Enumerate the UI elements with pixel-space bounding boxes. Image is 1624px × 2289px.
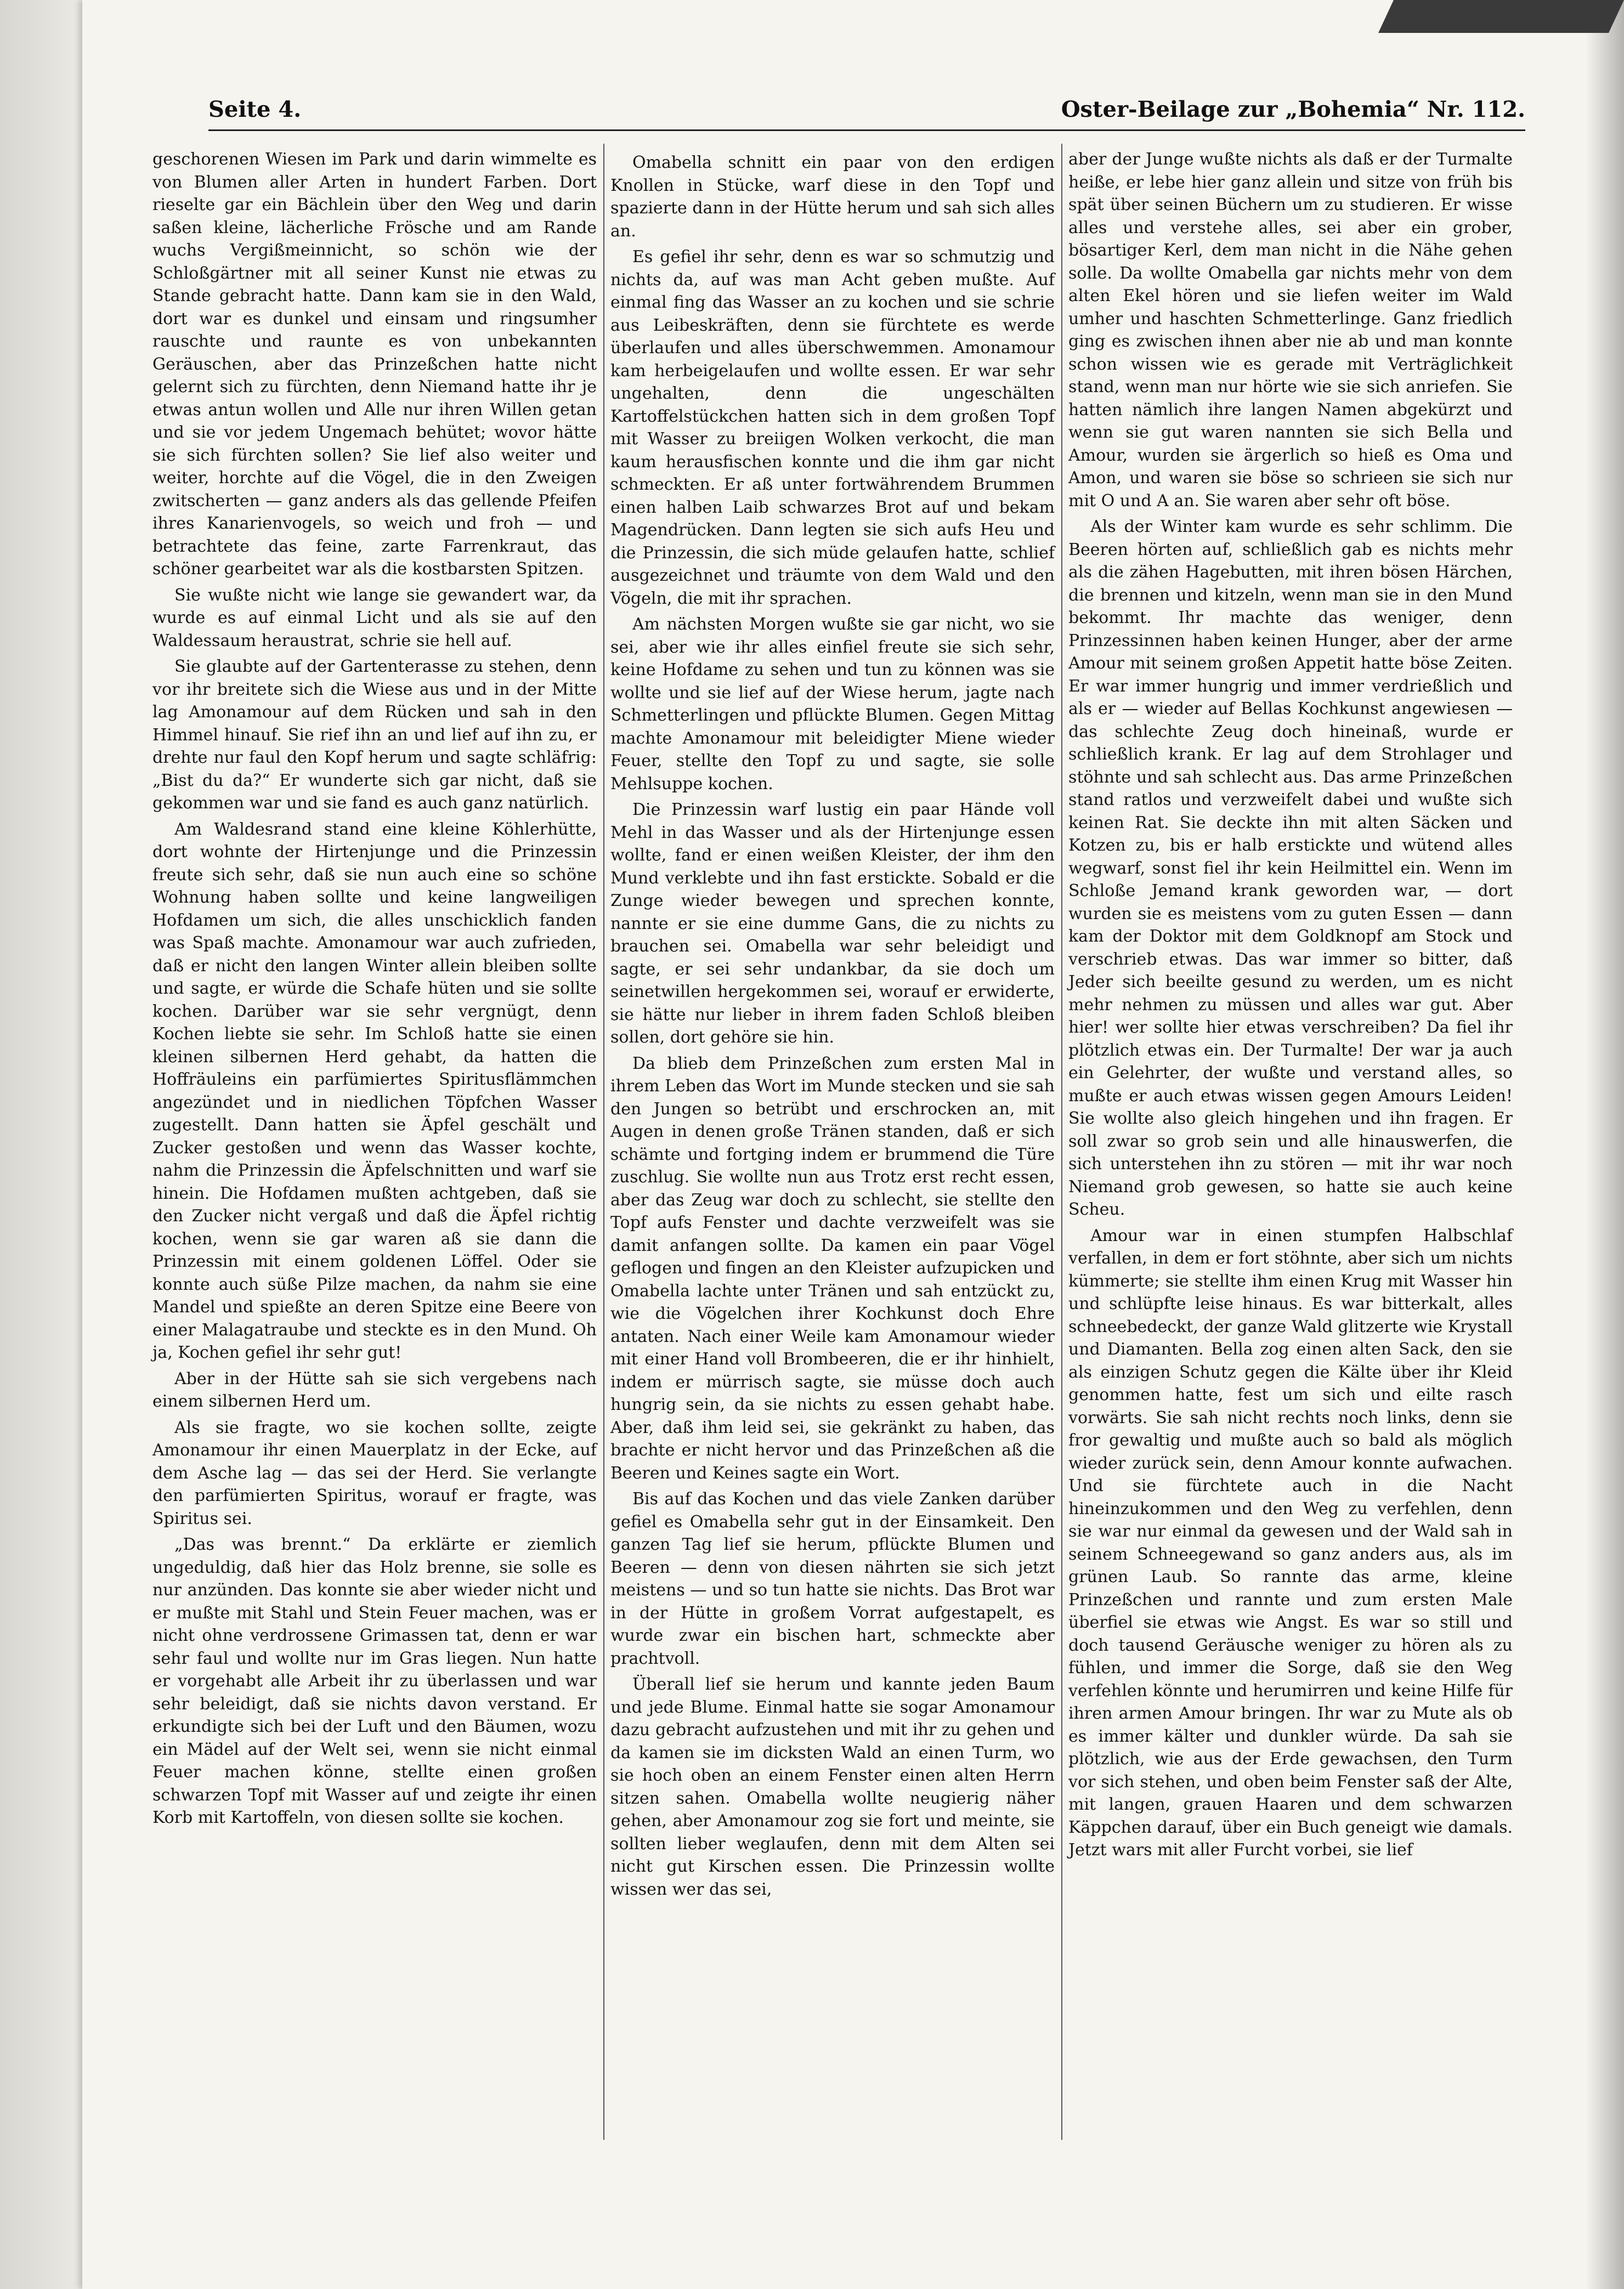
paragraph: Als der Winter kam wurde es sehr schlimm. Die Beeren hörten auf, schließlich gab es nichts mehr als die zähen Hagebutten, mit ihren bösen Härchen, die brennen und kitzeln, wenn man sie in den Mund bekommt. Ihr machte das weniger, denn Prinzessinnen haben keinen Hunger, aber der arme Amour mit seinem großen Appetit hatte böse Zeiten. Er war immer hungrig und immer verdrießlich und als er — wieder auf Bellas Kochkunst angewiesen — das schlechte Zeug doch hineinaß, wurde er schließlich krank. Er lag auf dem Strohlager und stöhnte und sah schlecht aus. Das arme Prinzeßchen stand ratlos und verzweifelt dabei und wußte sich keinen Rat. Sie deckte ihn mit alten Säcken und Kotzen zu, bis er halb erstickte und wütend alles wegwarf, sonst fiel ihr kein Heilmittel ein. Wenn im Schloße Jemand krank geworden war, — dort wurden sie es meistens vom zu guten Essen — dann kam der Doktor mit dem Goldknopf am Stock und verschrieb etwas. Das war immer so bitter, daß Jeder sich beeilte gesund zu werden, um es nicht mehr nehmen zu müssen und alles war gut. Aber hier! wer sollte hier etwas verschreiben? Da fiel ihr plötzlich etwas ein. Der Turmalte! Der war ja auch ein Gelehrter, der wußte und verstand alles, so mußte er auch etwas wissen gegen Amours Leiden! Sie wollte also gleich hingehen und ihn fragen. Er soll zwar so grob sein und alle hinauswerfen, die sich unterstehen ihn zu stören — mit ihr war noch Niemand grob gewesen, so hatte sie auch keine Scheu. xyxy=(1068,517,1513,1219)
scan-margin xyxy=(0,0,82,2289)
text-column-1 xyxy=(152,148,597,1829)
paragraph: Am nächsten Morgen wußte sie gar nicht, wo sie sei, aber wie ihr alles einfiel freute sie sich sehr, keine Hofdame zu sehen und tun zu können was sie wollte und sie lief auf der Wiese herum, jagte nach Schmetterlingen und pflückte Blumen. Gegen Mittag machte Amonamour mit beleidigter Miene wieder Feuer, stellte den Topf zu und sagte, sie solle Mehlsuppe kochen. xyxy=(610,615,1055,794)
scan-corner xyxy=(1378,0,1624,33)
paragraph: geschorenen Wiesen im Park und darin wimmelte es von Blumen aller Arten in hundert Farben. Dort rieselte gar ein Bächlein über den Weg und darin saßen kleine, lächerliche Frösche und am Rande wuchs Vergißmeinnicht, so schön wie der Schloßgärtner mit all seiner Kunst nie etwas zu Stande gebracht hatte. Dann kam sie in den Wald, dort war es dunkel und einsam und ringsumher rauschte und raunte es von unbekannten Geräuschen, aber das Prinzeßchen hatte nicht gelernt sich zu fürchten, denn Niemand hatte ihr je etwas antun wollen und Alle nur ihren Willen getan und sie vor jedem Ungemach behütet; wovor hätte sie sich fürchten sollen? Sie lief also weiter und weiter, horchte auf die Vögel, die in den Zweigen zwitscherten — ganz anders als das gellende Pfeifen ihres Kanarienvogels, so weich und froh — und betrachtete das feine, zarte Farrenkraut, das schöner gearbeitet war als die kostbarsten Spitzen. xyxy=(152,150,597,579)
supplement-title: Oster-Beilage zur „Bohemia“ Nr. 112. xyxy=(1061,97,1525,122)
text-column-2 xyxy=(610,148,1055,1901)
header-rule xyxy=(208,129,1525,131)
column-divider xyxy=(603,144,604,2140)
paragraph: Da blieb dem Prinzeßchen zum ersten Mal in ihrem Leben das Wort im Munde stecken und sie sah den Jungen so betrübt und erschrocken an, mit Augen in denen große Tränen standen, daß er sich schämte und fortging indem er brummend die Türe zuschlug. Sie wollte nun aus Trotz erst recht essen, aber das Zeug war doch zu schlecht, sie stellte den Topf aufs Fenster und dachte verzweifelt was sie damit anfangen sollte. Da kamen ein paar Vögel geflogen und fingen an den Kleister aufzupicken und Omabella lachte unter Tränen und sah entzückt zu, wie die Vögelchen ihrer Kochkunst doch Ehre antaten. Nach einer Weile kam Amonamour wieder mit einer Hand voll Brombeeren, die er ihr hinhielt, indem er mürrisch sagte, sie müsse doch auch hungrig sein, da sie nichts zu essen gehabt habe. Aber, daß ihm leid sei, sie gekränkt zu haben, das brachte er nicht hervor und das Prinzeßchen aß die Beeren und Keines sagte ein Wort. xyxy=(610,1053,1055,1483)
page-header xyxy=(126,97,1525,129)
page-edge-shadow xyxy=(1586,0,1624,2289)
paragraph: Die Prinzessin warf lustig ein paar Hände voll Mehl in das Wasser und als der Hirtenjunge essen wollte, fand er einen weißen Kleister, der ihm den Mund verklebte und ihn fast erstickte. Sobald er die Zunge wieder bewegen und sprechen konnte, nannte er sie eine dumme Gans, die zu nichts zu brauchen sei. Omabella war sehr beleidigt und sagte, er sei sehr undankbar, da sie doch um seinetwillen hergekommen sei, worauf er erwiderte, sie hätte nur lieber in ihrem faden Schloß bleiben sollen, dort gehöre sie hin. xyxy=(610,800,1055,1047)
paragraph: „Das was brennt.“ Da erklärte er ziemlich ungeduldig, daß hier das Holz brenne, sie solle es nur anzünden. Das konnte sie aber wieder nicht und er mußte mit Stahl und Stein Feuer machen, was er nicht ohne verdrossene Grimassen tat, denn er war sehr faul und wollte nur im Gras liegen. Nun hatte er vorgehabt alle Arbeit ihr zu überlassen und war sehr beleidigt, daß sie nichts davon verstand. Er erkundigte sich bei der Luft und den Bäumen, wozu ein Mädel auf der Welt sei, wenn sie nicht einmal Feuer machen könne, stellte einen großen schwarzen Topf mit Wasser auf und zeigte ihr einen Korb mit Kartoffeln, von diesen sollte sie kochen. xyxy=(152,1535,597,1827)
paragraph: aber der Junge wußte nichts als daß er der Turmalte heiße, er lebe hier ganz allein und sitze von früh bis spät über seinen Büchern um zu studieren. Er wisse alles und verstehe alles, sei aber ein grober, bösartiger Kerl, dem man nicht in die Nähe gehen solle. Da wollte Omabella gar nichts mehr von dem alten Ekel hören und sie liefen weiter im Wald umher und haschten Schmetterlinge. Ganz friedlich ging es zwischen ihnen aber nie ab und man konnte schon wissen wie es gerade mit Verträglichkeit stand, wenn man nur hörte wie sie sich anriefen. Sie hatten nämlich ihre langen Namen abgekürzt und wenn sie gut waren nannten sie sich Bella und Amour, wurden sie ärgerlich so hieß es Oma und Amon, und waren sie böse so schrieen sie sich nur mit O und A an. Sie waren aber sehr oft böse. xyxy=(1068,150,1513,511)
paragraph: Amour war in einen stumpfen Halbschlaf verfallen, in dem er fort stöhnte, aber sich um nichts kümmerte; sie stellte ihm einen Krug mit Wasser hin und schlüpfte leise hinaus. Es war bitterkalt, alles schneebedeckt, der ganze Wald glitzerte wie Krystall und Diamanten. Bella zog einen alten Sack, den sie als einzigen Schutz gegen die Kälte über ihr Kleid genommen hatte, fest um sich und eilte rasch vorwärts. Sie sah nicht rechts noch links, denn sie fror gewaltig und mußte auch so bald als möglich wieder zurück sein, denn Amour konnte aufwachen. Und sie fürchtete auch in die Nacht hineinzukommen und den Weg zu verfehlen, denn sie war nur einmal da gewesen und der Wald sah in seinem Schneegewand so ganz anders aus, als im grünen Laub. So rannte das arme, kleine Prinzeßchen und rannte und zum ersten Male überfiel sie etwas wie Angst. Es war so still und doch tausend Geräusche weniger zu hören als zu fühlen, und immer die Sorge, daß sie den Weg verfehlen könnte und herumirren und keine Hilfe für ihren armen Amour bringen. Ihr war zu Mute als ob es immer kälter und dunkler würde. Da sah sie plötzlich, wie aus der Erde gewachsen, den Turm vor sich stehen, und oben beim Fenster saß der Alte, mit langen, grauen Haaren und dem schwarzen Käppchen darauf, über ein Buch geneigt wie damals. Jetzt wars mit aller Furcht vorbei, sie lief xyxy=(1068,1226,1513,1860)
paragraph: Bis auf das Kochen und das viele Zanken darüber gefiel es Omabella sehr gut in der Einsamkeit. Den ganzen Tag lief sie herum, pflückte Blumen und Beeren — denn von diesen nährten sie sich jetzt meistens — und so tun hatte sie nichts. Das Brot war in der Hütte in großem Vorrat aufgestapelt, es wurde zwar ein bischen hart, schmeckte aber prachtvoll. xyxy=(610,1489,1055,1668)
paragraph: Sie glaubte auf der Gartenterasse zu stehen, denn vor ihr breitete sich die Wiese aus und in der Mitte lag Amonamour auf dem Rücken und sah in den Himmel hinauf. Sie rief ihn an und lief auf ihn zu, er drehte nur faul den Kopf herum und sagte schläfrig: „Bist du da?“ Er wunderte sich gar nicht, daß sie gekommen war und sie fand es auch ganz natürlich. xyxy=(152,657,597,813)
paragraph: Sie wußte nicht wie lange sie gewandert war, da wurde es auf einmal Licht und als sie auf den Waldessaum heraustrat, schrie sie hell auf. xyxy=(152,585,597,650)
paragraph: Aber in der Hütte sah sie sich vergebens nach einem silbernen Herd um. xyxy=(152,1369,597,1411)
page-number: Seite 4. xyxy=(208,97,302,122)
paragraph: Am Waldesrand stand eine kleine Köhlerhütte, dort wohnte der Hirtenjunge und die Prinzessin freute sich sehr, daß sie nun auch eine so schöne Wohnung haben sollte und keine langweiligen Hofdamen um sich, die alles unschicklich fanden was Spaß machte. Amonamour war auch zufrieden, daß er nicht den langen Winter allein bleiben sollte und sagte, er würde die Schafe hüten und sie sollte kochen. Darüber war sie sehr vergnügt, denn Kochen liebte sie sehr. Im Schloß hatte sie einen kleinen silbernen Herd gehabt, da hatten die Hoffräuleins ein parfümiertes Spiritusflämmchen angezündet und in niedlichen Töpfchen Wasser zugestellt. Dann hatten sie Äpfel geschält und Zucker gestoßen und wenn das Wasser kochte, nahm die Prinzessin die Äpfelschnitten und warf sie hinein. Die Hofdamen mußten achtgeben, daß sie den Zucker nicht vergaß und daß die Äpfel richtig kochen, wenn sie gar waren aß sie dann die Prinzessin mit einem goldenen Löffel. Oder sie konnte auch süße Pilze machen, da nahm sie eine Mandel und spießte an deren Spitze eine Beere von einer Malagatraube und steckte es in den Mund. Oh ja, Kochen gefiel ihr sehr gut! xyxy=(152,819,597,1362)
paragraph: Überall lief sie herum und kannte jeden Baum und jede Blume. Einmal hatte sie sogar Amonamour dazu gebracht aufzustehen und mit ihr zu gehen und da kamen sie im dicksten Wald an einen Turm, wo sie hoch oben an einem Fenster einen alten Herrn sitzen sahen. Omabella wollte neugierig näher gehen, aber Amonamour zog sie fort und meinte, sie sollten lieber weglaufen, denn mit dem Alten sei nicht gut Kirschen essen. Die Prinzessin wollte wissen wer das sei, xyxy=(610,1675,1055,1899)
text-column-3 xyxy=(1068,148,1513,1862)
paragraph: Es gefiel ihr sehr, denn es war so schmutzig und nichts da, auf was man Acht geben mußte. Auf einmal fing das Wasser an zu kochen und sie schrie aus Leibeskräften, denn sie fürchtete es werde überlaufen und alles überschwemmen. Amonamour kam herbeigelaufen und wollte essen. Er war sehr ungehalten, denn die ungeschälten Kartoffelstückchen hatten sich in dem großen Topf mit Wasser zu breiigen Wolken verkocht, die man kaum herausfischen konnte und die ihm gar nicht schmeckten. Er aß unter fortwährendem Brummen einen halben Laib schwarzes Brot auf und bekam Magendrücken. Dann legten sie sich aufs Heu und die Prinzessin, die sich müde gelaufen hatte, schlief ausgezeichnet und träumte von dem Wald und den Vögeln, die mit ihr sprachen. xyxy=(610,247,1055,608)
paragraph: Omabella schnitt ein paar von den erdigen Knollen in Stücke, warf diese in den Topf und spazierte dann in der Hütte herum und sah sich alles an. xyxy=(610,153,1055,241)
paragraph: Als sie fragte, wo sie kochen sollte, zeigte Amonamour ihr einen Mauerplatz in der Ecke, auf dem Asche lag — das sei der Herd. Sie verlangte den parfümierten Spiritus, worauf er fragte, was Spiritus sei. xyxy=(152,1418,597,1528)
column-divider xyxy=(1061,144,1062,2140)
